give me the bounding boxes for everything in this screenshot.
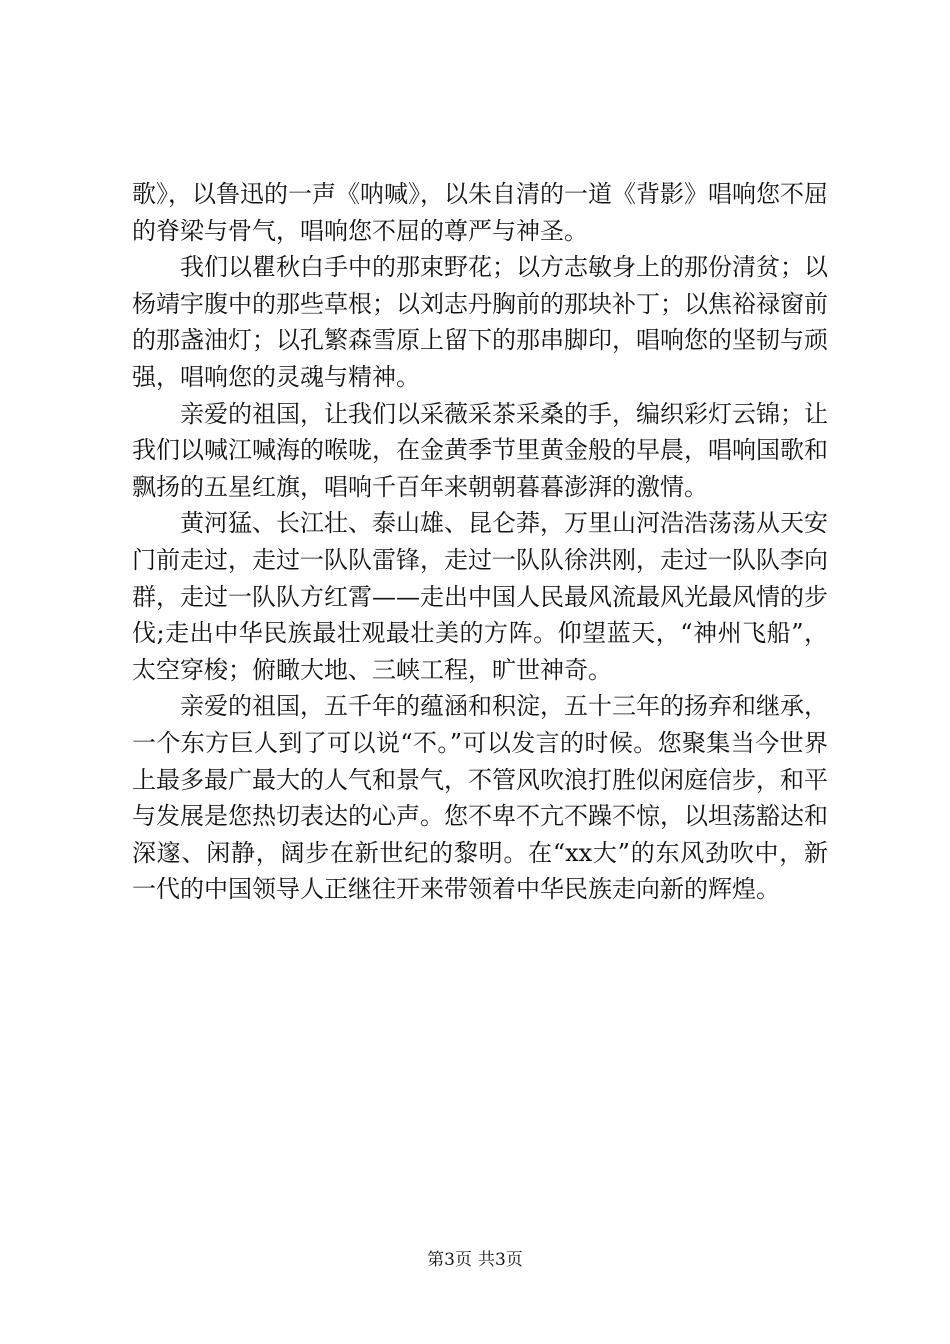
page-number: 第3页 [427,1250,472,1270]
paragraph-1: 歌》，以鲁迅的一声《呐喊》，以朱自清的一道《背影》唱响您不屈的脊梁与骨气，唱响您不屈的尊严与神圣。 [132,180,828,245]
paragraph-5: 亲爱的祖国，五千年的蕴涵和积淀，五十三年的扬弃和继承，一个东方巨人到了可以说“不。”可以发言的时候。您聚集当今世界上最多最广最大的人气和景气，不管风吹浪打胜似闲庭信步，和平与发展是您热切表达的心声。您不卑不亢不躁不惊，以坦荡豁达和深邃、闲静，阔步在新世纪的黎明。在“xx大”的东风劲吹中，新一代的中国领导人正继往开来带领着中华民族走向新的辉煌。 [132,692,828,904]
paragraph-3: 亲爱的祖国，让我们以采薇采茶采桑的手，编织彩灯云锦；让我们以喊江喊海的喉咙，在金黄季节里黄金般的早晨，唱响国歌和飘扬的五星红旗，唱响千百年来朝朝暮暮澎湃的激情。 [132,399,828,501]
page-footer [0,1245,950,1270]
paragraph-4: 黄河猛、长江壮、泰山雄、昆仑莽，万里山河浩浩荡荡从天安门前走过，走过一队队雷锋，走过一队队徐洪刚，走过一队队李向群，走过一队队方红霄——走出中国人民最风流最风光最风情的步伐;走出中华民族最壮观最壮美的方阵。仰望蓝天，“神州飞船”，太空穿梭；俯瞰大地、三峡工程，旷世神奇。 [132,509,828,684]
paragraph-2: 我们以瞿秋白手中的那束野花；以方志敏身上的那份清贫；以杨靖宇腹中的那些草根；以刘志丹胸前的那块补丁；以焦裕禄窗前的那盏油灯；以孔繁森雪原上留下的那串脚印，唱响您的坚韧与顽强，唱响您的灵魂与精神。 [132,253,828,391]
page-total: 共3页 [478,1250,523,1270]
document-body [132,176,828,908]
